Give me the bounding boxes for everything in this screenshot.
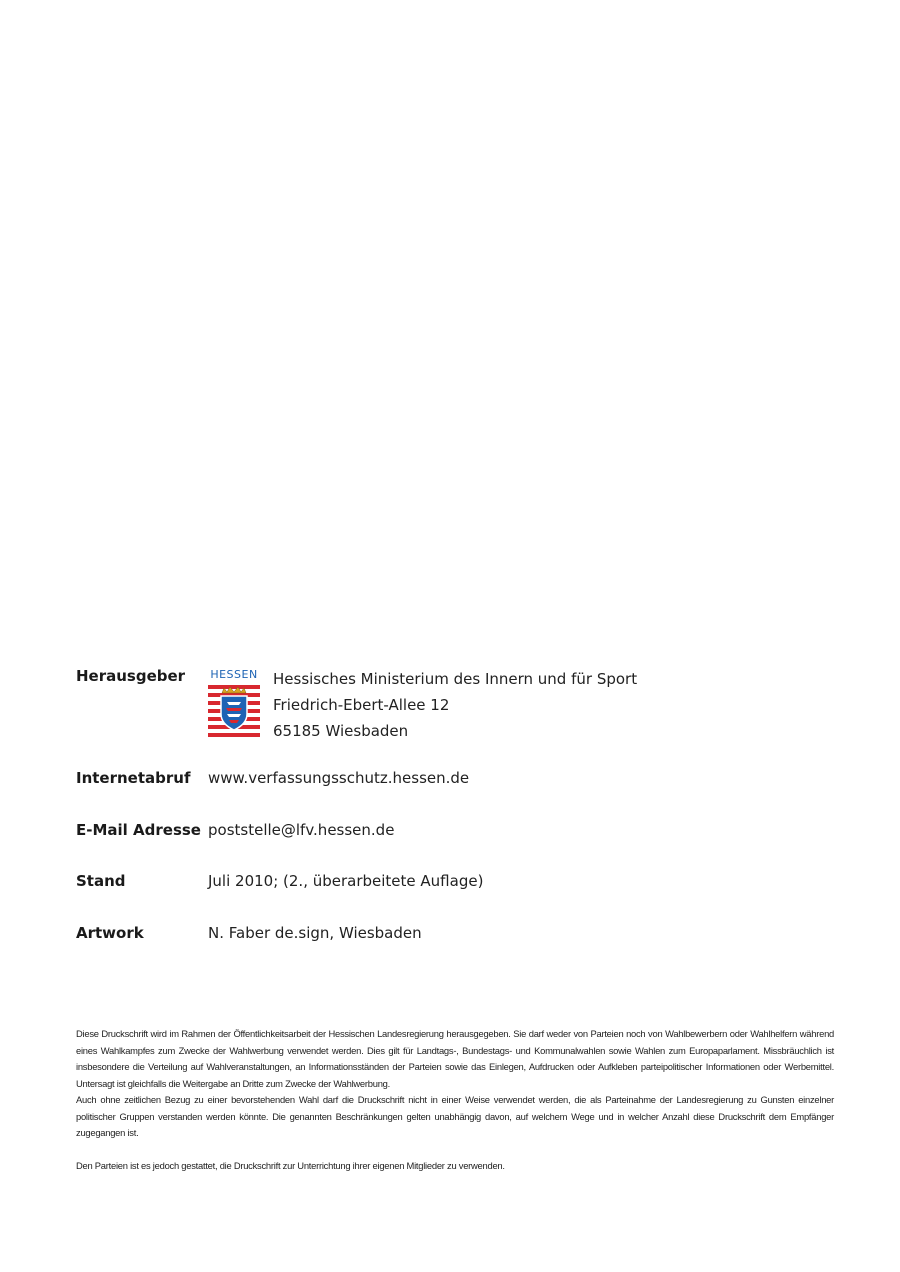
publisher-name: Hessisches Ministerium des Innern und für Sport [273,670,638,688]
publisher-street: Friedrich-Ebert-Allee 12 [273,696,450,714]
legal-notice-paragraph-1: Diese Druckschrift wird im Rahmen der Öffentlichkeitsarbeit der Hessischen Landesregierung herausgegeben. Sie darf weder von Parteien noch von Wahlbewerbern oder Wahlhelfern während eines Wahlkampfes zum Zwecke der Wahlwerbung verwendet werden. Dies gilt für Landtags-, Bundestags- und Kommunalwahlen sowie Wahlen zum Europaparlament. Missbräuchlich ist insbesondere die Verteilung auf Wahlveranstaltungen, an Informationsständen der Parteien sowie das Einlegen, Aufdrucken oder Aufkleben parteipolitischer Informationen oder Werbemittel. Untersagt ist gleichfalls die Weitergabe an Dritte zum Zwecke der Wahlwerbung. [76,1028,834,1089]
publisher-label: Herausgeber [76,667,186,685]
legal-notice-paragraph-3: Den Parteien ist es jedoch gestattet, die Druckschrift zur Unterrichtung ihrer eigenen Mitglieder zu verwenden. [76,1159,505,1171]
stand-value: Juli 2010; (2., überarbeitete Auflage) [208,872,484,890]
email-label: E-Mail Adresse [76,821,201,839]
artwork-value: N. Faber de.sign, Wiesbaden [208,924,422,942]
artwork-label: Artwork [76,924,144,942]
legal-notice-paragraph-2: Auch ohne zeitlichen Bezug zu einer bevorstehenden Wahl darf die Druckschrift nicht in einer Weise verwendet werden, die als Parteinahme der Landesregierung zu Gunsten einzelner politischer Gruppen verstanden werden könnte. Die genannten Beschränkungen gelten unabhängig davon, auf welchem Wege und in welcher Anzahl diese Druckschrift dem Empfänger zugegangen ist. [76,1094,834,1138]
hessen-logo [208,668,260,738]
hessen-coat-of-arms-icon [208,684,260,738]
internet-link[interactable]: www.verfassungsschutz.hessen.de [208,769,470,787]
publisher-city: 65185 Wiesbaden [273,722,409,740]
stand-label: Stand [76,872,126,890]
legal-notice [76,1026,834,1174]
email-link[interactable]: poststelle@lfv.hessen.de [208,821,395,839]
publisher-address [273,666,637,744]
internet-label: Internetabruf [76,769,191,787]
logo-text: HESSEN [210,668,258,681]
